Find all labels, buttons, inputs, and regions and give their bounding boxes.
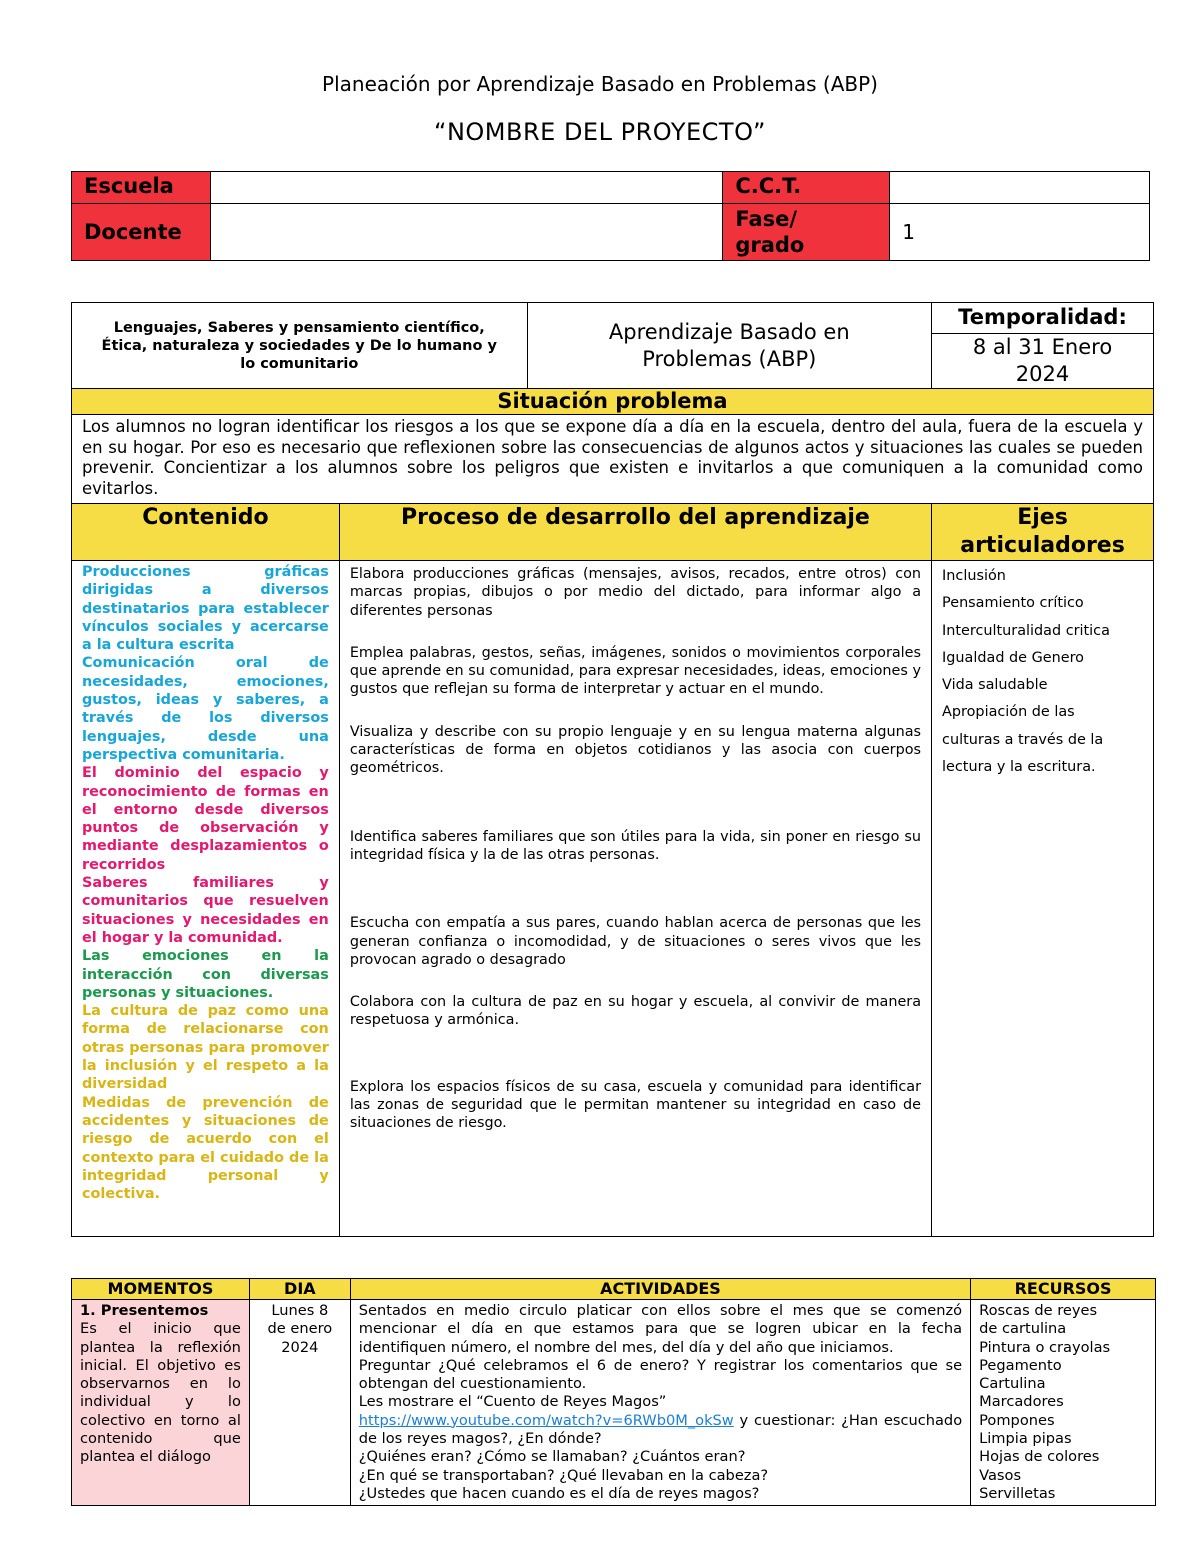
project-name: “NOMBRE DEL PROYECTO” <box>434 118 766 146</box>
recurso-item: Pompones <box>979 1411 1055 1429</box>
contenido-item: El dominio del espacio y reconocimiento de formas en el entorno desde diversos puntos de observación y mediante desplazamientos o recorridos <box>82 765 329 873</box>
col-actividades: ACTIVIDADES <box>350 1279 970 1300</box>
col-proceso: Proceso de desarrollo del aprendizaje <box>339 504 931 561</box>
escuela-label: Escuela <box>72 172 211 204</box>
col-ejes-line: Ejes <box>1017 505 1068 530</box>
eje-item: culturas a través de la <box>942 731 1104 748</box>
formative-fields-line: lo comunitario <box>240 355 359 372</box>
moment-title: 1. Presentemos <box>80 1302 209 1319</box>
recurso-item: de cartulina <box>979 1320 1067 1338</box>
grado-label: grado <box>735 233 805 257</box>
document-subtitle: Planeación por Aprendizaje Basado en Problemas (ABP) <box>322 72 878 96</box>
dia-cell <box>249 1300 350 1506</box>
recurso-item: Cartulina <box>979 1375 1046 1393</box>
actividad-question: y cuestionar: ¿Han escuchado de los reyes magos?, ¿En dónde? <box>358 1411 963 1448</box>
momentos-table <box>71 1278 1156 1506</box>
formative-fields <box>72 303 528 389</box>
temporalidad-year: 2024 <box>1015 362 1070 386</box>
recurso-item: Limpia pipas <box>979 1430 1072 1448</box>
contenido-item: Comunicación oral de necesidades, emociones, gustos, ideas y saberes, a través de los diversos lenguajes, desde una perspectiva comunitaria. <box>82 655 329 763</box>
col-ejes-line: articuladores <box>960 533 1125 558</box>
actividades-cell <box>350 1300 970 1506</box>
dia-weekday: Lunes 8 <box>271 1302 329 1319</box>
actividad-text: Preguntar ¿Qué celebramos el 6 de enero? Y registrar los comentarios que se obtengan del cuestionamiento. <box>358 1356 963 1393</box>
proceso-item: Colabora con la cultura de paz en su hogar y escuela, al convivir de manera respetuosa y armónica. <box>349 994 922 1029</box>
dia-year: 2024 <box>281 1338 319 1356</box>
contenido-list <box>72 561 340 1237</box>
proceso-item: Emplea palabras, gestos, señas, imágenes, sonidos o movimientos corporales que aprende en su comunidad, para expresar necesidades, ideas, emociones y gustos que reflejan su forma de interpretar y actuar en el mundo. <box>349 644 922 698</box>
col-ejes <box>932 504 1154 561</box>
situacion-text: Los alumnos no logran identificar los riesgos a los que se expone día a día en la escuela, dentro del aula, fuera de la escuela y en su hogar. Por eso es necesario que reflexionen sobre las consecuencias de algunos actos y situaciones las cuales se pueden prevenir. Concientizar a los alumnos sobre los peligros que existen e invitarlos a que comuniquen a la comunidad como evitarlos. <box>72 415 1154 504</box>
ejes-list <box>932 561 1154 1237</box>
recurso-item: Pintura o crayolas <box>979 1338 1111 1356</box>
contenido-item: Medidas de prevención de accidentes y situaciones de riesgo de acuerdo con el contexto para el cuidado de la integridad personal y colectiva. <box>82 1094 329 1203</box>
fase-value[interactable]: 1 <box>890 204 1150 261</box>
temporalidad-value <box>932 334 1154 389</box>
recurso-item: Vasos <box>979 1466 1022 1484</box>
docente-value[interactable] <box>210 204 722 261</box>
eje-item: Inclusión <box>942 568 1006 584</box>
col-contenido: Contenido <box>72 504 340 561</box>
actividad-text: Les mostrare el “Cuento de Reyes Magos” <box>358 1393 667 1411</box>
eje-item: Vida saludable <box>942 677 1048 694</box>
proceso-item: Visualiza y describe con su propio lenguaje y en su lengua materna algunas características de forma en objetos cotidianos y las asocia con cuerpos geométricos. <box>349 723 922 777</box>
recurso-item: Servilletas <box>979 1484 1056 1502</box>
actividad-text <box>359 1412 962 1449</box>
recurso-item: Roscas de reyes <box>979 1302 1098 1319</box>
recurso-item: Hojas de colores <box>979 1448 1100 1466</box>
cct-label: C.C.T. <box>723 172 890 204</box>
eje-item: Pensamiento crítico <box>942 595 1084 612</box>
recurso-item: Marcadores <box>979 1393 1064 1411</box>
formative-fields-line: Lenguajes, Saberes y pensamiento científico, <box>113 319 485 336</box>
formative-fields-line: Ética, naturaleza y sociedades y De lo humano y <box>101 337 497 354</box>
recurso-item: Pegamento <box>979 1356 1062 1374</box>
proceso-item: Escucha con empatía a sus pares, cuando hablan acerca de personas que les generan confianza o incomodidad, y de situaciones o seres vivos que les provocan agrado o desagrado <box>349 915 922 968</box>
cct-value[interactable] <box>890 172 1150 204</box>
fase-label: Fase/ <box>735 207 798 231</box>
situacion-title: Situación problema <box>72 389 1154 415</box>
temporalidad-label: Temporalidad: <box>932 303 1154 334</box>
col-dia: DIA <box>249 1279 350 1300</box>
eje-item: lectura y la escritura. <box>942 759 1096 776</box>
video-link[interactable]: https://www.youtube.com/watch?v=6RWb0M_okSw <box>358 1411 734 1429</box>
temporalidad-dates: 8 al 31 Enero <box>972 335 1113 359</box>
proceso-item: Elabora producciones gráficas (mensajes, avisos, recados, entre otros) con marcas propias, dibujos o por medio del dictado, para informar algo a diferentes personas <box>349 566 922 619</box>
contenido-item: Producciones gráficas dirigidas a diversos destinatarios para establecer vínculos sociales y acercarse a la cultura escrita <box>82 564 329 654</box>
proceso-list <box>339 561 931 1237</box>
actividad-text: ¿Ustedes que hacen cuando es el día de reyes magos? <box>358 1484 760 1502</box>
school-info-table <box>71 171 1150 261</box>
methodology-line: Problemas (ABP) <box>642 346 817 371</box>
dia-month: de enero <box>267 1320 333 1338</box>
col-recursos: RECURSOS <box>971 1279 1156 1300</box>
contenido-item: Las emociones en la interacción con diversas personas y situaciones. <box>82 948 329 1001</box>
moment-cell <box>72 1300 250 1506</box>
actividad-text: Sentados en medio circulo platicar con ellos sobre el mes que se comenzó mencionar el día en que estamos para que se logren ubicar en la fecha identifiquen número, el nombre del mes, del día y del año que iniciamos. <box>358 1302 963 1356</box>
eje-item: Apropiación de las <box>942 704 1075 721</box>
project-table <box>71 302 1154 1237</box>
moment-description: Es el inicio que plantea la reflexión inicial. El objetivo es observarnos en lo individual y lo colectivo en torno al contenido que plantea el diálogo <box>80 1320 241 1466</box>
actividad-text: ¿En qué se transportaban? ¿Qué llevaban en la cabeza? <box>358 1466 769 1484</box>
actividad-text: ¿Quiénes eran? ¿Cómo se llamaban? ¿Cuántos eran? <box>358 1448 746 1466</box>
proceso-item: Identifica saberes familiares que son útiles para la vida, sin poner en riesgo su integridad física y la de las otras personas. <box>349 828 922 863</box>
contenido-item: La cultura de paz como una forma de relacionarse con otras personas para promover la inclusión y el respeto a la diversidad <box>82 1003 329 1093</box>
fase-grado-label <box>723 204 890 261</box>
eje-item: Interculturalidad critica <box>942 622 1110 639</box>
docente-label: Docente <box>72 204 211 261</box>
col-momentos: MOMENTOS <box>72 1279 250 1300</box>
proceso-item: Explora los espacios físicos de su casa, escuela y comunidad para identificar las zonas de seguridad que le permitan mantener su integridad en caso de situaciones de riesgo. <box>349 1078 922 1132</box>
contenido-item: Saberes familiares y comunitarios que resuelven situaciones y necesidades en el hogar y la comunidad. <box>82 875 329 946</box>
methodology <box>527 303 932 389</box>
recursos-list <box>971 1300 1156 1506</box>
methodology-line: Aprendizaje Basado en <box>608 319 850 344</box>
escuela-value[interactable] <box>210 172 722 204</box>
eje-item: Igualdad de Genero <box>942 649 1084 666</box>
